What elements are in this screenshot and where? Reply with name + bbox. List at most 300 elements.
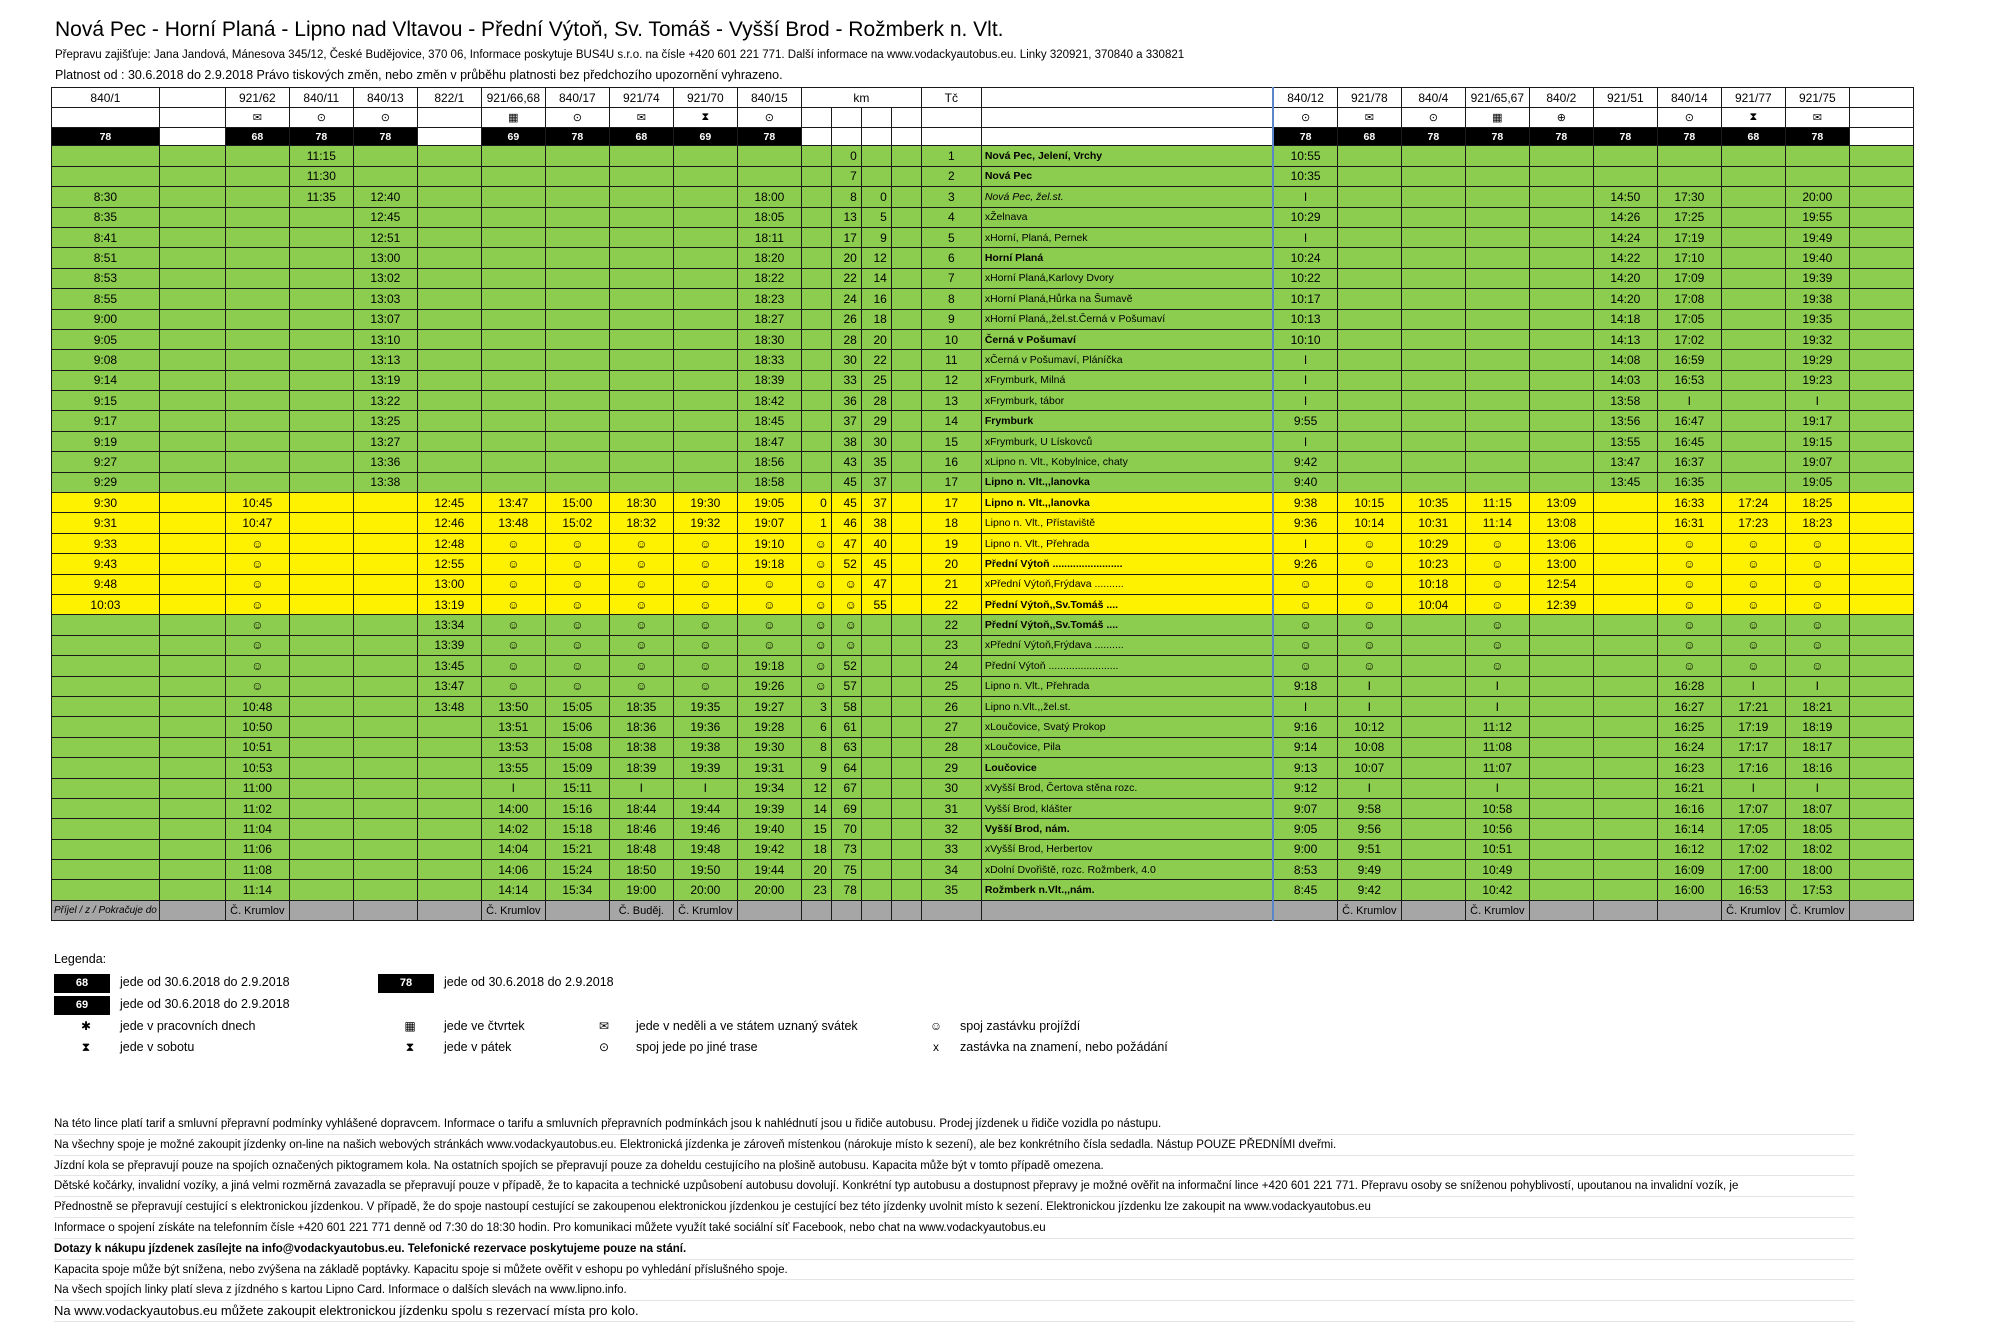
cell — [891, 391, 921, 411]
departure-time: 11:00 — [225, 778, 289, 798]
departure-time: 16:24 — [1657, 737, 1721, 757]
cell — [1849, 778, 1913, 798]
departure-time — [609, 187, 673, 207]
km-alt: 47 — [861, 574, 891, 594]
departure-time: 13:55 — [1593, 431, 1657, 451]
km-main: 52 — [831, 656, 861, 676]
departure-time: ☺ — [1465, 656, 1529, 676]
cell — [891, 880, 921, 900]
continuation-town: Č. Krumlov — [1785, 900, 1849, 920]
departure-time — [159, 758, 225, 778]
timetable-row — [52, 493, 1914, 513]
departure-time: 17:24 — [1721, 493, 1785, 513]
departure-time — [481, 227, 545, 247]
departure-time: 13:03 — [353, 289, 417, 309]
departure-time: ☺ — [1657, 533, 1721, 553]
departure-time: 13:47 — [481, 493, 545, 513]
departure-time: 14:24 — [1593, 227, 1657, 247]
timetable-row — [52, 574, 1914, 594]
departure-time — [1401, 146, 1465, 166]
departure-time: 20:00 — [1785, 187, 1849, 207]
legend-sunday: jede v neděli a ve státem uznaný svátek — [636, 1019, 858, 1033]
departure-time — [1337, 452, 1401, 472]
km-alt: 5 — [861, 207, 891, 227]
km-main: 17 — [831, 227, 861, 247]
departure-time: 17:07 — [1721, 798, 1785, 818]
departure-time: 14:50 — [1593, 187, 1657, 207]
departure-time: 19:07 — [737, 513, 801, 533]
departure-time — [1401, 656, 1465, 676]
cell — [891, 207, 921, 227]
departure-time: 17:25 — [1657, 207, 1721, 227]
route-number-row — [52, 88, 1914, 108]
departure-time: 11:02 — [225, 798, 289, 818]
route-number: 840/12 — [1273, 88, 1337, 108]
departure-time: 17:02 — [1657, 329, 1721, 349]
departure-time: ☺ — [545, 635, 609, 655]
departure-time — [1529, 227, 1593, 247]
stop-name: Lipno n. Vlt., Přehrada — [981, 676, 1273, 696]
departure-time — [159, 656, 225, 676]
km-main: ☺ — [831, 574, 861, 594]
departure-time — [1401, 676, 1465, 696]
departure-time: 17:08 — [1657, 289, 1721, 309]
departure-time: ☺ — [1465, 635, 1529, 655]
departure-time: I — [1337, 696, 1401, 716]
departure-time — [225, 452, 289, 472]
departure-time — [673, 309, 737, 329]
cell — [891, 533, 921, 553]
departure-time: ☺ — [1337, 594, 1401, 614]
departure-time — [353, 146, 417, 166]
departure-time — [673, 370, 737, 390]
departure-time: 17:05 — [1657, 309, 1721, 329]
departure-time: 14:08 — [1593, 350, 1657, 370]
cell — [1849, 329, 1913, 349]
km-offset — [801, 452, 831, 472]
km-offset — [801, 146, 831, 166]
km-main: 57 — [831, 676, 861, 696]
km-main: 73 — [831, 839, 861, 859]
timetable-row — [52, 696, 1914, 716]
departure-time: 19:26 — [737, 676, 801, 696]
departure-time: 12:46 — [417, 513, 481, 533]
continuation-town — [545, 900, 609, 920]
departure-time: ☺ — [609, 656, 673, 676]
departure-time: 10:56 — [1465, 819, 1529, 839]
departure-time — [545, 472, 609, 492]
departure-time — [545, 268, 609, 288]
departure-time: I — [1721, 676, 1785, 696]
departure-time: 16:25 — [1657, 717, 1721, 737]
departure-time: 8:53 — [52, 268, 160, 288]
departure-time: 11:15 — [289, 146, 353, 166]
departure-time: 18:16 — [1785, 758, 1849, 778]
departure-time: 19:44 — [673, 798, 737, 818]
departure-time: 15:05 — [545, 696, 609, 716]
cell — [891, 554, 921, 574]
timetable-row — [52, 207, 1914, 227]
cell — [801, 128, 831, 146]
km-offset — [801, 207, 831, 227]
departure-time — [1529, 819, 1593, 839]
departure-time: 9:15 — [52, 391, 160, 411]
departure-time — [353, 615, 417, 635]
stop-name: Černá v Pošumaví — [981, 329, 1273, 349]
departure-time: 19:44 — [737, 860, 801, 880]
departure-time — [289, 411, 353, 431]
departure-time: 18:35 — [609, 696, 673, 716]
departure-time — [1721, 370, 1785, 390]
departure-time: 9:08 — [52, 350, 160, 370]
route-number — [159, 88, 225, 108]
km-header: km — [801, 88, 921, 108]
route-number: 921/75 — [1785, 88, 1849, 108]
timetable-row — [52, 472, 1914, 492]
km-alt: 37 — [861, 493, 891, 513]
departure-time — [481, 411, 545, 431]
departure-time: ☺ — [737, 615, 801, 635]
departure-time: 18:07 — [1785, 798, 1849, 818]
departure-time — [225, 227, 289, 247]
departure-time — [673, 329, 737, 349]
route-number: 840/2 — [1529, 88, 1593, 108]
departure-time — [609, 431, 673, 451]
stop-name: xFrymburk, U Lískovců — [981, 431, 1273, 451]
departure-time: 16:28 — [1657, 676, 1721, 696]
stop-number: 10 — [921, 329, 981, 349]
departure-time: 10:15 — [1337, 493, 1401, 513]
departure-time — [545, 207, 609, 227]
departure-time: ☺ — [1657, 574, 1721, 594]
departure-time — [159, 635, 225, 655]
departure-time: ☺ — [1657, 635, 1721, 655]
departure-time: 13:50 — [481, 696, 545, 716]
departure-time — [353, 696, 417, 716]
departure-time — [159, 839, 225, 859]
departure-time — [289, 696, 353, 716]
departure-time: 13:09 — [1529, 493, 1593, 513]
stop-name: xHorní Planá,Hůrka na Šumavě — [981, 289, 1273, 309]
departure-time: 11:12 — [1465, 717, 1529, 737]
departure-time — [159, 880, 225, 900]
departure-time: 13:07 — [353, 309, 417, 329]
station-header — [981, 88, 1273, 108]
departure-time: 14:26 — [1593, 207, 1657, 227]
departure-time — [1401, 329, 1465, 349]
km-alt — [861, 880, 891, 900]
cell — [1849, 391, 1913, 411]
departure-time — [417, 207, 481, 227]
cell — [861, 900, 891, 920]
departure-time: 15:06 — [545, 717, 609, 737]
departure-time: 10:51 — [1465, 839, 1529, 859]
departure-time — [1401, 370, 1465, 390]
departure-time: 10:29 — [1273, 207, 1337, 227]
timetable-row — [52, 268, 1914, 288]
km-alt: 22 — [861, 350, 891, 370]
departure-time: I — [1785, 391, 1849, 411]
departure-time — [289, 839, 353, 859]
departure-time — [225, 370, 289, 390]
departure-time — [52, 758, 160, 778]
departure-time: 19:40 — [737, 819, 801, 839]
departure-time — [1401, 309, 1465, 329]
departure-time: ☺ — [481, 554, 545, 574]
stop-number: 17 — [921, 472, 981, 492]
departure-time — [1337, 207, 1401, 227]
departure-time — [417, 798, 481, 818]
departure-time — [545, 370, 609, 390]
departure-time: ☺ — [1721, 574, 1785, 594]
departure-time — [1593, 819, 1657, 839]
validity-code: 78 — [52, 128, 160, 146]
notes — [54, 1114, 1854, 1322]
departure-time — [225, 166, 289, 186]
departure-time — [1465, 411, 1529, 431]
departure-time: ☺ — [481, 615, 545, 635]
departure-time: 14:14 — [481, 880, 545, 900]
departure-time — [417, 268, 481, 288]
departure-time — [481, 329, 545, 349]
departure-time — [1721, 289, 1785, 309]
cell — [1849, 819, 1913, 839]
departure-time — [225, 391, 289, 411]
departure-time — [1593, 717, 1657, 737]
departure-time: 16:53 — [1721, 880, 1785, 900]
departure-time — [1529, 758, 1593, 778]
day-pictogram-icon: ▦ — [481, 108, 545, 128]
timetable-row — [52, 819, 1914, 839]
km-offset: ☺ — [801, 574, 831, 594]
departure-time: 18:47 — [737, 431, 801, 451]
departure-time: ☺ — [609, 635, 673, 655]
departure-time: 13:48 — [417, 696, 481, 716]
timetable-row — [52, 329, 1914, 349]
departure-time — [417, 717, 481, 737]
departure-time — [225, 207, 289, 227]
cell — [891, 635, 921, 655]
departure-time: 17:30 — [1657, 187, 1721, 207]
departure-time: 16:14 — [1657, 819, 1721, 839]
departure-time — [289, 248, 353, 268]
km-alt: 55 — [861, 594, 891, 614]
stop-number: 23 — [921, 635, 981, 655]
legend-passes: spoj zastávku projíždí — [960, 1019, 1081, 1033]
timetable-row — [52, 758, 1914, 778]
km-alt — [861, 146, 891, 166]
code-78-badge: 78 — [378, 974, 434, 993]
day-pictogram-icon: ⊙ — [1273, 108, 1337, 128]
departure-time: 9:43 — [52, 554, 160, 574]
departure-time — [417, 146, 481, 166]
departure-time: 10:14 — [1337, 513, 1401, 533]
departure-time: 17:23 — [1721, 513, 1785, 533]
departure-time — [1529, 391, 1593, 411]
departure-time — [609, 472, 673, 492]
departure-time — [289, 513, 353, 533]
km-offset — [801, 248, 831, 268]
km-main: 0 — [831, 146, 861, 166]
departure-time — [417, 187, 481, 207]
cell — [1849, 676, 1913, 696]
departure-time — [417, 472, 481, 492]
departure-time: 9:56 — [1337, 819, 1401, 839]
departure-time: 8:41 — [52, 227, 160, 247]
cell — [981, 128, 1273, 146]
departure-time: ☺ — [1337, 635, 1401, 655]
departure-time: 19:17 — [1785, 411, 1849, 431]
departure-time: 16:35 — [1657, 472, 1721, 492]
km-main: 36 — [831, 391, 861, 411]
departure-time — [159, 207, 225, 227]
timetable-row — [52, 778, 1914, 798]
departure-time — [1337, 370, 1401, 390]
timetable-row — [52, 798, 1914, 818]
timetable-row — [52, 737, 1914, 757]
departure-time — [1401, 717, 1465, 737]
departure-time — [159, 615, 225, 635]
km-main: 58 — [831, 696, 861, 716]
departure-time: 13:45 — [1593, 472, 1657, 492]
departure-time: 17:17 — [1721, 737, 1785, 757]
departure-time — [481, 472, 545, 492]
departure-time: 14:18 — [1593, 309, 1657, 329]
continuation-town — [737, 900, 801, 920]
departure-time — [1401, 798, 1465, 818]
departure-time: 9:05 — [1273, 819, 1337, 839]
stop-number: 27 — [921, 717, 981, 737]
departure-time: 19:00 — [609, 880, 673, 900]
departure-time — [609, 268, 673, 288]
departure-time: 13:22 — [353, 391, 417, 411]
route-number: 840/17 — [545, 88, 609, 108]
km-offset: ☺ — [801, 594, 831, 614]
departure-time — [52, 737, 160, 757]
departure-time — [353, 574, 417, 594]
cell — [801, 900, 831, 920]
timetable-row — [52, 554, 1914, 574]
departure-time — [1465, 452, 1529, 472]
departure-time — [1337, 227, 1401, 247]
km-main: 70 — [831, 819, 861, 839]
cell — [861, 108, 891, 128]
departure-time: I — [1273, 696, 1337, 716]
validity-code: 78 — [1657, 128, 1721, 146]
departure-time: I — [481, 778, 545, 798]
km-alt: 20 — [861, 329, 891, 349]
cell — [891, 900, 921, 920]
departure-time: ☺ — [609, 676, 673, 696]
departure-time — [1401, 431, 1465, 451]
cell — [891, 289, 921, 309]
departure-time: ☺ — [1273, 656, 1337, 676]
km-main: 33 — [831, 370, 861, 390]
departure-time: 16:12 — [1657, 839, 1721, 859]
departure-time: 18:00 — [1785, 860, 1849, 880]
departure-time — [1337, 309, 1401, 329]
departure-time: 10:51 — [225, 737, 289, 757]
stop-number: 1 — [921, 146, 981, 166]
departure-time: ☺ — [1785, 554, 1849, 574]
continuation-town — [1401, 900, 1465, 920]
departure-time — [1401, 391, 1465, 411]
departure-time: 19:27 — [737, 696, 801, 716]
departure-time — [52, 717, 160, 737]
cell — [891, 717, 921, 737]
departure-time: 13:53 — [481, 737, 545, 757]
cell — [1849, 656, 1913, 676]
km-main: 28 — [831, 329, 861, 349]
km-alt — [861, 696, 891, 716]
departure-time — [289, 207, 353, 227]
departure-time — [289, 880, 353, 900]
departure-time — [609, 166, 673, 186]
km-alt: 16 — [861, 289, 891, 309]
departure-time — [417, 166, 481, 186]
km-alt — [861, 737, 891, 757]
timetable-row — [52, 370, 1914, 390]
departure-time: 18:17 — [1785, 737, 1849, 757]
departure-time — [159, 452, 225, 472]
validity-code: 78 — [353, 128, 417, 146]
departure-time: I — [1273, 431, 1337, 451]
departure-time — [673, 472, 737, 492]
departure-time — [52, 860, 160, 880]
departure-time — [1465, 391, 1529, 411]
cell — [1849, 108, 1913, 128]
cell — [891, 248, 921, 268]
departure-time — [1529, 289, 1593, 309]
route-number: 822/1 — [417, 88, 481, 108]
departure-time: 13:47 — [1593, 452, 1657, 472]
cell — [1849, 737, 1913, 757]
departure-time: ☺ — [225, 574, 289, 594]
timetable-row — [52, 411, 1914, 431]
departure-time — [1593, 635, 1657, 655]
departure-time — [225, 248, 289, 268]
departure-time — [159, 819, 225, 839]
cell — [1849, 860, 1913, 880]
cell — [891, 839, 921, 859]
departure-time — [1529, 615, 1593, 635]
stop-name: Nová Pec — [981, 166, 1273, 186]
cell — [1849, 411, 1913, 431]
departure-time: 18:22 — [737, 268, 801, 288]
departure-time: ☺ — [1657, 656, 1721, 676]
departure-time — [52, 166, 160, 186]
other-route-icon: ⊙ — [598, 1040, 610, 1054]
departure-time: ☺ — [225, 533, 289, 553]
day-pictogram-icon: ▦ — [1465, 108, 1529, 128]
departure-time: 19:40 — [1785, 248, 1849, 268]
stop-name: xVyšší Brod, Herbertov — [981, 839, 1273, 859]
departure-time: 17:05 — [1721, 819, 1785, 839]
departure-time — [1529, 207, 1593, 227]
stop-number: 34 — [921, 860, 981, 880]
departure-time: ☺ — [1337, 615, 1401, 635]
departure-time — [545, 166, 609, 186]
departure-time — [417, 839, 481, 859]
km-main: 38 — [831, 431, 861, 451]
departure-time: ☺ — [737, 594, 801, 614]
km-main: 13 — [831, 207, 861, 227]
departure-time: ☺ — [481, 656, 545, 676]
departure-time: 17:19 — [1657, 227, 1721, 247]
km-main: 8 — [831, 187, 861, 207]
departure-time — [1593, 839, 1657, 859]
departure-time — [353, 635, 417, 655]
